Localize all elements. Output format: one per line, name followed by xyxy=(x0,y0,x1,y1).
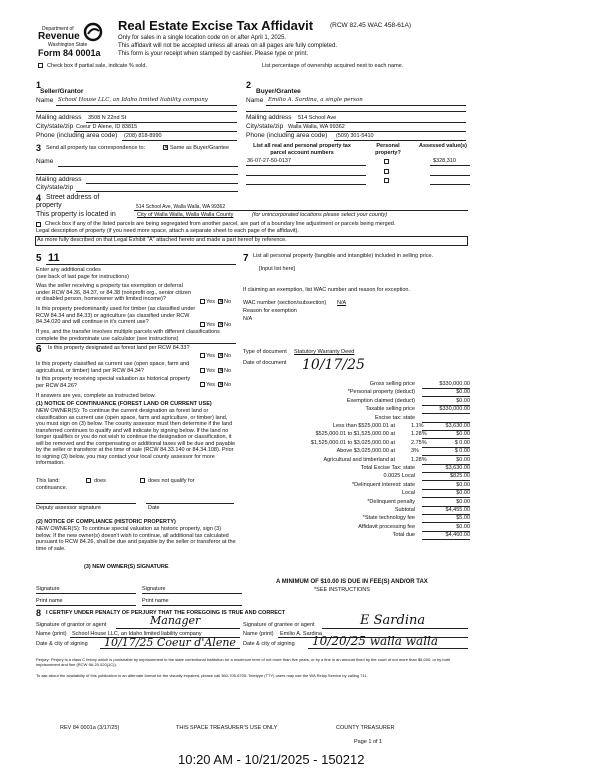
q5-1-yes: Yes xyxy=(206,299,215,305)
notice-2-title: (2) NOTICE OF COMPLIANCE (HISTORIC PROPERTY) xyxy=(36,519,176,525)
grantor-date-city[interactable]: 10/17/25 Coeur d'Alene xyxy=(104,636,236,649)
buyer-mailing[interactable]: 514 School Ave xyxy=(298,115,337,121)
tax-row-label: Total Excise Tax: state xyxy=(360,465,415,471)
continuance-label: continuance. xyxy=(36,485,68,491)
rcw-reference: (RCW 82.45 WAC 458-61A) xyxy=(330,22,412,29)
tax-row-value[interactable]: $0.00 xyxy=(456,498,470,505)
claiming-exemption-label: If claiming an exemption, list WAC number and reason for exception. xyxy=(243,287,411,293)
note-1: Only for sales in a single location code on or after April 1, 2025. xyxy=(118,35,287,41)
new-owner-signature-title: (3) NEW OWNER(S) SIGNATURE xyxy=(84,564,169,570)
percent-list-label: List percentage of ownership acquired next to each name. xyxy=(262,63,404,69)
notice-1-body: NEW OWNER(S): To continue the current designation as forest land or classification as current use (open space, farm and agriculture, or timber) land, you must sign on (3) below. The county assessor must then determine if the land transferred continues to qualify and will indicate by signing below. If the land no longer qualifies or you do not wish to continue the designation or classification, it will be removed and the compensating or additional taxes will be due and payable by the seller or transferor at the time of sale (RCW 84.33.140 or 84.34.108). Prior to signing (3) below, you may contact your local county assessor for more information. xyxy=(36,408,236,466)
owner-print-label-2: Print name xyxy=(142,598,169,604)
q6-3-yes-checkbox[interactable] xyxy=(200,382,205,387)
section-2-number: 2 xyxy=(246,80,252,90)
grantor-name[interactable]: School House LLC, an Idaho limited liability company xyxy=(72,631,202,637)
buyer-city-label: City/state/zip xyxy=(246,123,284,130)
section-4-number: 4 xyxy=(36,193,42,203)
q6-1-yes-checkbox[interactable] xyxy=(200,353,205,358)
located-label: This property is located in xyxy=(36,211,116,218)
personal-property-label: List all personal property (tangible and intangible) included in selling price. xyxy=(253,253,434,259)
dept-label: Department of xyxy=(42,26,74,32)
tax-rate: 2.75% xyxy=(411,439,427,446)
seller-mailing-label: Mailing address xyxy=(36,114,82,121)
tax-row-value[interactable]: $ 0.00 xyxy=(454,448,470,455)
q6-3-yes: Yes xyxy=(206,382,215,388)
county-treasurer-label: COUNTY TREASURER xyxy=(336,725,395,731)
q5-2-yes-checkbox[interactable] xyxy=(200,322,205,327)
section-3-number: 3 xyxy=(36,143,42,153)
street-label-1: Street address of xyxy=(46,194,100,201)
note-2: This affidavit will not be accepted unless all areas on all pages are fully completed. xyxy=(118,43,338,49)
tax-row-value[interactable]: $ 0.00 xyxy=(454,439,470,446)
grantee-name[interactable]: Emilio A. Sardina xyxy=(280,631,322,637)
q6-1-no: No xyxy=(224,353,232,359)
tax-row-value[interactable]: $3,630.00 xyxy=(445,465,470,471)
tax-row-value[interactable]: $5.00 xyxy=(456,515,470,522)
tax-row-value[interactable]: $0.00 xyxy=(456,490,470,497)
grantee-signature[interactable]: E Sardina xyxy=(360,613,426,628)
tax-row-label: *State technology fee xyxy=(362,515,415,522)
seller-name[interactable]: School House LLC, an Idaho limited liability company xyxy=(58,97,208,103)
does-not-label: does not qualify for xyxy=(148,478,195,484)
seller-phone[interactable]: (208) 818-8990 xyxy=(124,133,162,139)
section-5-code[interactable]: 11 xyxy=(48,252,60,264)
see-instructions: *SEE INSTRUCTIONS xyxy=(314,587,370,593)
tax-row-value[interactable]: $825.00 xyxy=(450,473,470,480)
same-as-buyer-label: Same as Buyer/Grantee xyxy=(170,145,230,151)
corr-mailing-label: Mailing address xyxy=(36,176,82,183)
grantee-signature-label: Signature of grantee or agent xyxy=(243,622,315,628)
q6-1-no-checkbox[interactable]: ✕ xyxy=(219,353,224,359)
buyer-city[interactable]: Walla Walla, WA 99362 xyxy=(288,124,345,130)
located-value[interactable]: City of Walla Walla, Walla Walla County xyxy=(137,212,234,218)
buyer-title: Buyer/Grantee xyxy=(256,88,301,95)
dept-state: Washington State xyxy=(48,42,88,48)
section-6-number: 6 xyxy=(36,344,42,355)
personal-property-checkbox-2[interactable] xyxy=(384,169,389,174)
parcel-number[interactable]: 36-07-27-50-0137 xyxy=(247,158,292,164)
same-as-buyer-checkbox[interactable]: ✕ xyxy=(164,145,169,151)
tax-rate: 3% xyxy=(411,448,419,455)
q6-2-no: No xyxy=(224,368,232,374)
tax-row-label: Gross selling price xyxy=(369,381,415,387)
buyer-phone-label: Phone (including area code) xyxy=(246,132,328,139)
section-8-number: 8 xyxy=(36,608,42,618)
deputy-signature-label: Deputy assessor signature xyxy=(36,505,102,511)
owner-print-label-1: Print name xyxy=(36,598,63,604)
q5-1-no-checkbox[interactable]: ✕ xyxy=(219,299,224,305)
tax-row-label: *Delinquent penalty xyxy=(367,498,415,505)
q6-2: Is this property classified as current use (open space, farm and agricultural, or timber) land per RCW 84.34? xyxy=(36,361,190,374)
personal-property-checkbox-3[interactable] xyxy=(384,178,389,183)
timestamp-stamp: 10:20 AM - 10/21/2025 - 150212 xyxy=(178,752,365,767)
page-number: Page 1 of 1 xyxy=(354,739,383,745)
section-5-number: 5 xyxy=(36,253,42,264)
tax-row-value[interactable]: $330,000.00 xyxy=(439,406,470,413)
does-not-qualify-checkbox[interactable] xyxy=(140,478,145,483)
tax-row-label: $1,525,000.01 to $3,025,000.00 at xyxy=(310,439,395,446)
q5-1: Was the seller receiving a property tax exemption or deferral under RCW 84.36, 84.37, or 84.38 (nonprofit org., senior citizen or disabled person, homeowner with limited income)? xyxy=(36,283,192,302)
treasurer-use-label: THIS SPACE TREASURER'S USE ONLY xyxy=(176,725,278,731)
buyer-name[interactable]: Emilio A. Sardina, a single person xyxy=(268,97,363,103)
revision-label: REV 84 0001a (3/17/25) xyxy=(60,725,120,731)
q5-2-no: No xyxy=(224,322,232,328)
q5-1-yes-checkbox[interactable] xyxy=(200,299,205,304)
alternate-format-notice: To ask about the availability of this publication in an alternate format for the visually impaired, please call 360-705-6705. Teletype (TTY) users may use the WA Relay Service by calling 711. xyxy=(36,673,368,678)
q5-2-no-checkbox[interactable]: ✕ xyxy=(219,322,224,328)
personal-property-header: Personal property? xyxy=(375,143,401,156)
partial-sale-checkbox[interactable] xyxy=(38,63,43,68)
tax-row-value[interactable]: $0.00 xyxy=(456,431,470,438)
wac-label: WAC number (section/subsection) xyxy=(243,300,327,306)
wac-value[interactable]: N/A xyxy=(337,300,347,306)
grantee-date-label: Date & city of signing xyxy=(243,641,295,647)
grantor-name-label: Name (print) xyxy=(36,631,67,637)
form-title: Real Estate Excise Tax Affidavit xyxy=(118,18,314,33)
legal-description-field[interactable]: As more fully described on that Legal Exhibit "A" attached hereto and made a part hereof by reference. xyxy=(35,236,468,246)
this-land-label: This land: xyxy=(36,478,60,484)
tax-row-label: Local xyxy=(401,490,415,497)
tax-row-label: Affidavit processing fee xyxy=(358,523,415,530)
tax-row-label: Above $3,025,000.00 at xyxy=(336,448,395,455)
boundary-label: Check box if any of the listed parcels are being segregated from another parcel, are part of a boundary line adjustment or parcels being merged. xyxy=(45,221,396,227)
tax-row-value[interactable]: $0.00 xyxy=(456,397,470,404)
q5-1-no: No xyxy=(224,299,232,305)
tax-row-value[interactable]: $330,000.00 xyxy=(439,381,470,387)
q6-2-yes-checkbox[interactable] xyxy=(200,368,205,373)
tax-rate: 1.28% xyxy=(411,431,427,438)
does-label: does xyxy=(94,478,106,484)
q6-2-yes: Yes xyxy=(206,368,215,374)
deputy-date-label: Date xyxy=(148,505,160,511)
grantee-name-label: Name (print) xyxy=(243,631,274,637)
notice-1-title: (1) NOTICE OF CONTINUANCE (FOREST LAND OR CURRENT USE) xyxy=(36,401,212,407)
q5-2: Is this property predominantly used for timber (as classified under RCW 84.34 and 84.33) or agriculture (as classified under RCW 84.34.020 and will continue in it's current use? xyxy=(36,306,196,325)
tax-row-value[interactable]: $3,630.00 xyxy=(445,423,470,429)
tax-row-value[interactable]: $0.00 xyxy=(456,456,470,463)
q6-3-no: No xyxy=(224,382,232,388)
doc-type-value[interactable]: Statutory Warranty Deed xyxy=(294,349,355,355)
tax-row-label: Excise tax: state xyxy=(374,414,415,421)
q5-3: If yes, and the transfer involves multiple parcels with different classifications complete the predominate use calculator (see instructions) xyxy=(36,329,220,342)
q6-1-yes: Yes xyxy=(206,353,215,359)
tax-row-value[interactable]: $4,455.00 xyxy=(445,507,470,513)
seller-phone-label: Phone (including area code) xyxy=(36,132,118,139)
notice-2-body: NEW OWNER(S): To continue special valuation as historic property, sign (3) below. If the new owner(s) doesn't wish to continue, all additional tax calculated pursuant to RCW 84.26, shall be due and payable by the seller or transferor at the time of sale. xyxy=(36,526,236,552)
corr-city-label: City/state/zip xyxy=(36,184,74,191)
q6-3-no-checkbox[interactable]: ✕ xyxy=(219,382,224,388)
tax-row-value[interactable]: $0.00 xyxy=(456,523,470,530)
perjury-notice: Perjury: Perjury is a class C felony which is punishable by imprisonment in the state correctional institution for a maximum term of not more than five years, or by a fine in an amount fixed by the court of not more than $5,000, or by both imprisonment and fine (RCW 9A.20.020(1C)). xyxy=(36,657,451,667)
q6-2-no-checkbox[interactable]: ✕ xyxy=(219,368,224,374)
seller-city[interactable]: Coeur D Alene, ID 83815 xyxy=(76,124,138,130)
partial-sale-label: Check box if partial sale, indicate % sold. xyxy=(47,63,147,69)
property-street[interactable]: 514 School Ave, Walla Walla, WA 99362 xyxy=(136,204,226,210)
q6-3: Is this property receiving special valuation as historical property per RCW 84.26? xyxy=(36,376,191,389)
section-1-number: 1 xyxy=(36,80,42,90)
personal-property-checkbox-1[interactable] xyxy=(384,159,389,164)
grantor-date-label: Date & city of signing xyxy=(36,641,88,647)
seller-city-label: City/state/zip xyxy=(36,123,74,130)
located-note: (for unincorporated locations please select your county) xyxy=(252,212,388,218)
assessed-value[interactable]: $328,310 xyxy=(433,158,456,164)
tax-row-label: *Delinquent interest: state xyxy=(352,481,415,488)
buyer-mailing-label: Mailing address xyxy=(246,114,292,121)
boundary-checkbox[interactable] xyxy=(36,222,41,227)
tax-row-value[interactable]: $0.00 xyxy=(456,481,470,488)
personal-property-input[interactable]: [Input list here] xyxy=(259,266,296,272)
section-7-number: 7 xyxy=(243,253,249,264)
tax-row-label: Exemption claimed (deduct) xyxy=(346,397,415,404)
tax-row-value[interactable]: $0.00 xyxy=(456,389,470,396)
reason-value[interactable]: N/A xyxy=(243,316,253,322)
parcel-list-header: List all real and personal property tax parcel account numbers xyxy=(253,143,351,156)
reason-label: Reason for exemption xyxy=(243,308,297,314)
tax-row-label: Taxable selling price xyxy=(365,406,415,413)
seller-name-label: Name xyxy=(36,97,54,104)
q5-2-yes: Yes xyxy=(206,322,215,328)
grantor-signature[interactable]: Manager xyxy=(150,614,201,627)
certify-statement: I CERTIFY UNDER PENALTY OF PERJURY THAT THE FOREGOING IS TRUE AND CORRECT xyxy=(46,610,286,616)
seller-title: Seller/Grantor xyxy=(40,88,84,95)
does-qualify-checkbox[interactable] xyxy=(86,478,91,483)
correspondence-label: Send all property tax correspondence to: xyxy=(46,145,146,151)
tax-row-label: *Personal property (deduct) xyxy=(347,389,415,396)
tax-row-value[interactable]: $4,460.00 xyxy=(445,532,470,539)
minimum-due-notice: A MINIMUM OF $10.00 IS DUE IN FEE(S) AND/OR TAX xyxy=(276,579,428,585)
buyer-name-label: Name xyxy=(246,97,264,104)
assessed-value-header: Assessed value(s) xyxy=(419,143,467,149)
owner-sig-label-2: Signature xyxy=(142,586,166,592)
doc-type-label: Type of document xyxy=(243,349,287,355)
street-label-2: property xyxy=(36,202,62,209)
tax-row-label: Subtotal xyxy=(394,507,415,513)
corr-name-label: Name xyxy=(36,158,54,165)
tax-row-label: Less than $525,000.01 at xyxy=(332,423,395,429)
doc-date-label: Date of document xyxy=(243,360,287,366)
tax-row-label: Total due xyxy=(392,532,415,539)
tax-rate: 1.28% xyxy=(411,456,427,463)
seller-mailing[interactable]: 3508 N 22nd St xyxy=(88,115,127,121)
grantor-signature-label: Signature of grantor or agent xyxy=(36,622,107,628)
additional-codes-label: Enter any additional codes xyxy=(36,267,101,273)
owner-sig-label-1: Signature xyxy=(36,586,60,592)
dor-logo-icon xyxy=(82,22,104,42)
tax-row-label: 0.0025 Local xyxy=(383,473,415,480)
doc-date-value[interactable]: 10/17/25 xyxy=(302,357,365,373)
tax-rate: 1.1% xyxy=(411,423,424,429)
q6-1: Is this property designated as forest land per RCW 84.33? xyxy=(48,345,190,351)
see-back-label: (see back of last page for instructions) xyxy=(36,274,129,280)
tax-row-label: Agricultural and timberland at xyxy=(323,456,395,463)
grantee-date-city[interactable]: 10/20/25 walla walla xyxy=(312,634,439,648)
buyer-phone[interactable]: (509) 301-5410 xyxy=(336,133,374,139)
legal-description-label: Legal description of property (if you need more space, attach a separate sheet to each page of the affidavit). xyxy=(36,228,299,234)
note-3: This form is your receipt when stamped by cashier. Please type or print. xyxy=(118,51,309,57)
tax-row-label: $525,000.01 to $1,525,000.00 at xyxy=(315,431,395,438)
answers-yes-label: If answers are yes, complete as instructed below. xyxy=(36,393,156,399)
dept-name: Revenue xyxy=(38,31,80,42)
form-number: Form 84 0001a xyxy=(38,48,101,58)
